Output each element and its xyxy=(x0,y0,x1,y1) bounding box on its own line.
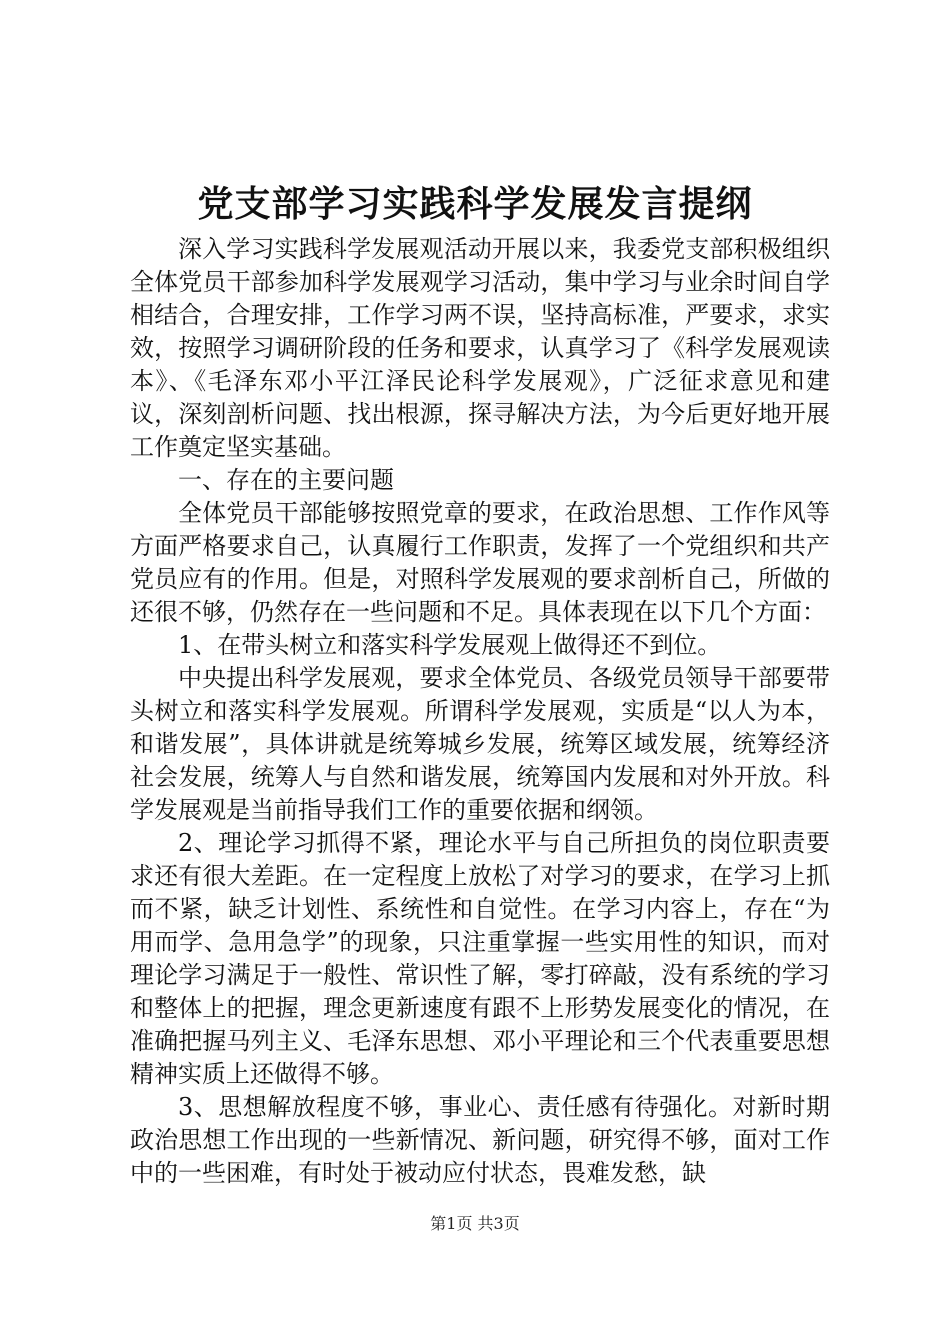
document-title: 党支部学习实践科学发展发言提纲 xyxy=(197,183,753,225)
paragraph-item-1: 中央提出科学发展观，要求全体党员、各级党员领导干部要带头树立和落实科学发展观。所谓科学发展观，实质是“以人为本，和谐发展”，具体讲就是统筹城乡发展，统筹区域发展，统筹经济社会发展，统筹人与自然和谐发展，统筹国内发展和对外开放。科学发展观是当前指导我们工作的重要依据和纲领。 xyxy=(130,664,830,824)
section-heading-problems: 一、存在的主要问题 xyxy=(178,466,394,494)
subheading-item-1: 1、在带头树立和落实科学发展观上做得还不到位。 xyxy=(178,631,722,659)
document-body xyxy=(130,233,830,1190)
paragraph-intro: 深入学习实践科学发展观活动开展以来，我委党支部积极组织全体党员干部参加科学发展观学习活动，集中学习与业余时间自学相结合，合理安排，工作学习两不误，坚持高标准，严要求，求实效，按照学习调研阶段的任务和要求，认真学习了《科学发展观读本》、《毛泽东邓小平江泽民论科学发展观》，广泛征求意见和建议，深刻剖析问题、找出根源，探寻解决方法，为今后更好地开展工作奠定坚实基础。 xyxy=(130,235,830,461)
paragraph-item-3: 3、思想解放程度不够，事业心、责任感有待强化。对新时期政治思想工作出现的一些新情况、新问题，研究得不够，面对工作中的一些困难，有时处于被动应付状态，畏难发愁，缺 xyxy=(130,1093,830,1187)
paragraph-overview: 全体党员干部能够按照党章的要求，在政治思想、工作作风等方面严格要求自己，认真履行工作职责，发挥了一个党组织和共产党员应有的作用。但是，对照科学发展观的要求剖析自己，所做的还很不够，仍然存在一些问题和不足。具体表现在以下几个方面： xyxy=(130,499,830,626)
page-footer: 第1页 共3页 xyxy=(430,1214,520,1233)
paragraph-item-2: 2、理论学习抓得不紧，理论水平与自己所担负的岗位职责要求还有很大差距。在一定程度上放松了对学习的要求，在学习上抓而不紧，缺乏计划性、系统性和自觉性。在学习内容上，存在“为用而学、急用急学”的现象，只注重掌握一些实用性的知识，而对理论学习满足于一般性、常识性了解，零打碎敲，没有系统的学习和整体上的把握，理念更新速度有跟不上形势发展变化的情况，在准确把握马列主义、毛泽东思想、邓小平理论和三个代表重要思想精神实质上还做得不够。 xyxy=(130,829,830,1088)
